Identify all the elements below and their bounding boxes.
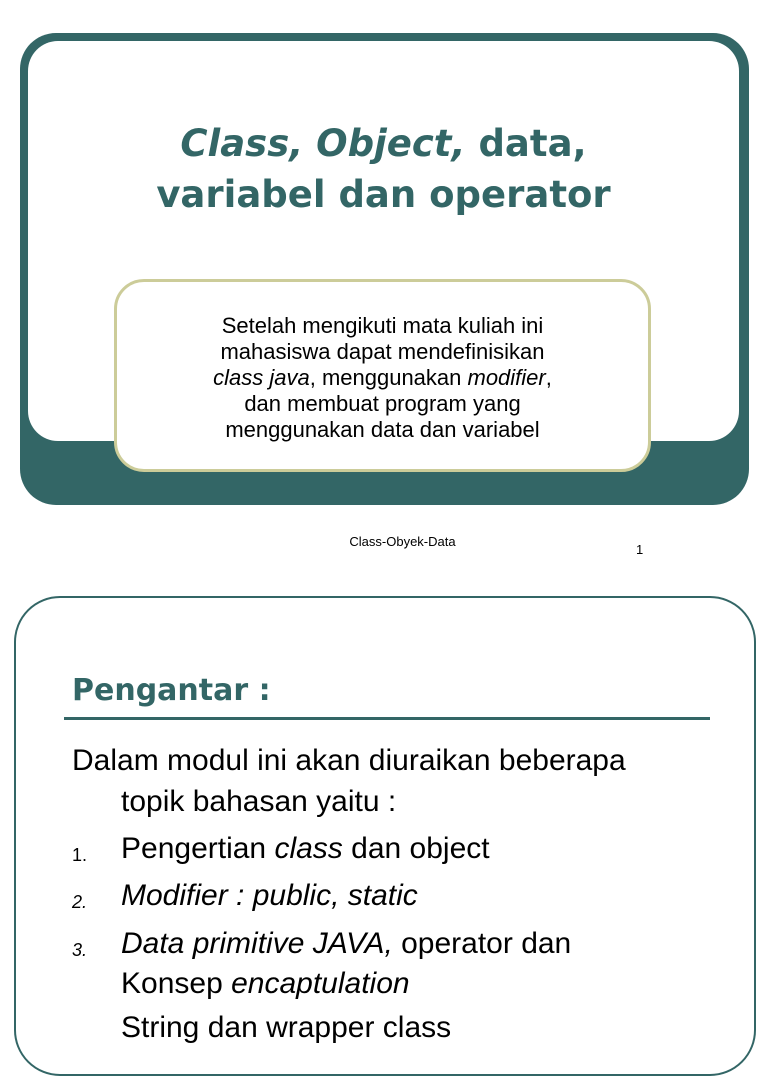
title-line-2: variabel dan operator [156, 173, 611, 216]
intro-line-1: Dalam modul ini akan diuraikan beberapa [72, 744, 626, 777]
slide-1-title [28, 118, 739, 220]
subtitle-modifier: modifier [467, 365, 546, 390]
topic-3-data-primitive: Data primitive JAVA, [121, 927, 393, 960]
slide-1-subtitle [114, 313, 651, 443]
slide-2-heading: Pengantar : [72, 673, 271, 708]
subtitle-class-java: class java [213, 365, 310, 390]
heading-divider [64, 717, 710, 720]
subtitle-line-4: dan membuat program yang [244, 391, 521, 416]
topic-1-class: class [274, 832, 343, 865]
list-number: 3. [72, 940, 88, 960]
list-number: 2. [72, 892, 88, 912]
topic-3-operator: operator dan [392, 927, 572, 960]
list-item-text: String dan wrapper class [121, 1011, 452, 1044]
intro-line-2: topik bahasan yaitu : [121, 785, 397, 818]
subtitle-line-1: Setelah mengikuti mata kuliah ini [221, 313, 544, 338]
list-item-text [121, 829, 721, 869]
subtitle-line-5: menggunakan data dan variabel [225, 417, 540, 442]
slide-footer: Class-Obyek-Data [349, 534, 456, 549]
subtitle-line-2: mahasiswa dapat mendefinisikan [220, 339, 545, 364]
intro-paragraph [72, 740, 712, 822]
title-rest: data, [465, 122, 587, 165]
topic-3-encaptulation: encaptulation [231, 967, 410, 1000]
subtitle-comma: , [545, 365, 552, 390]
topic-1-rest: dan object [342, 832, 490, 865]
page-number: 1 [636, 542, 644, 557]
topic-3-konsep: Konsep [121, 967, 232, 1000]
topic-1-text: Pengertian [121, 832, 275, 865]
subtitle-line-3: , menggunakan [309, 365, 468, 390]
list-item-text: Modifier : public, static [121, 879, 418, 912]
list-item-text [121, 924, 721, 1004]
title-italic-part: Class, Object, [180, 122, 466, 165]
list-number: 1. [72, 845, 88, 865]
